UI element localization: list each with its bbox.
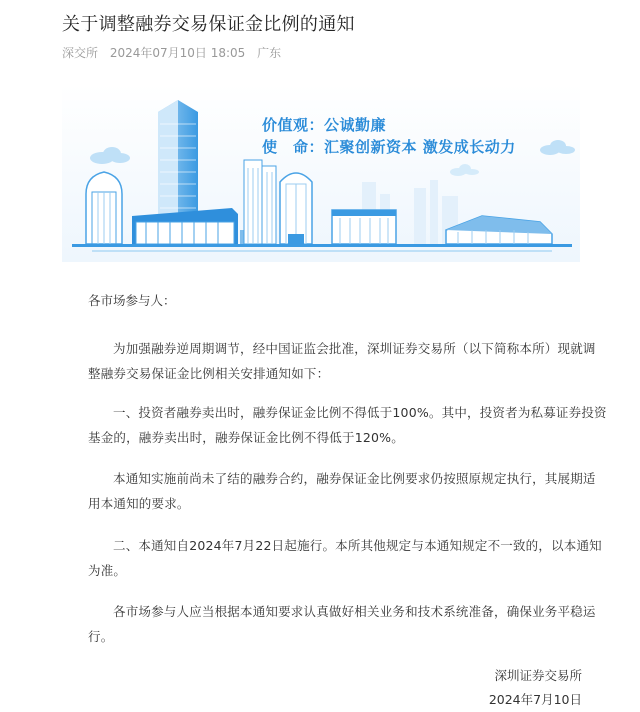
- paragraph-closing: 各市场参与人应当根据本通知要求认真做好相关业务和技术系统准备，确保业务平稳运行。: [88, 604, 596, 644]
- article-title: 关于调整融券交易保证金比例的通知: [62, 14, 355, 35]
- source-link[interactable]: 深交所: [62, 46, 99, 60]
- paragraph-transition: 本通知实施前尚未了结的融券合约，融券保证金比例要求仍按照原规定执行，其展期适用本通知的要求。: [88, 471, 596, 511]
- banner-value-text: 价值观：公诚勤廉: [262, 116, 387, 134]
- publish-datetime: 2024年07月10日 18:05: [109, 46, 246, 60]
- banner-illustration: [62, 84, 580, 262]
- article-meta: [62, 44, 289, 61]
- arched-tower: [280, 173, 312, 244]
- office-block: [332, 210, 396, 244]
- signature-date: 2024年7月10日: [488, 692, 582, 707]
- paragraph-item-two: 二、本通知自2024年7月22日起施行。本所其他规定与本通知规定不一致的，以本通知为准。: [88, 538, 602, 578]
- domed-building: [86, 172, 122, 244]
- publish-location: 广东: [257, 46, 282, 60]
- paragraph-intro: 为加强融券逆周期调节，经中国证监会批准，深圳证券交易所（以下简称本所）现就调整融券交易保证金比例相关安排通知如下：: [88, 341, 596, 381]
- paragraph-item-one: 一、投资者融券卖出时，融券保证金比例不得低于100%。其中，投资者为私募证券投资基金的，融券卖出时，融券保证金比例不得低于120%。: [88, 405, 607, 445]
- salutation: 各市场参与人：: [88, 293, 176, 308]
- ground-shadow: [92, 250, 552, 252]
- twin-towers: [244, 160, 276, 244]
- signature-issuer: 深圳证券交易所: [494, 668, 582, 683]
- ground-line: [72, 244, 572, 247]
- banner-mission-text: 使 命：汇聚创新资本 激发成长动力: [262, 138, 516, 156]
